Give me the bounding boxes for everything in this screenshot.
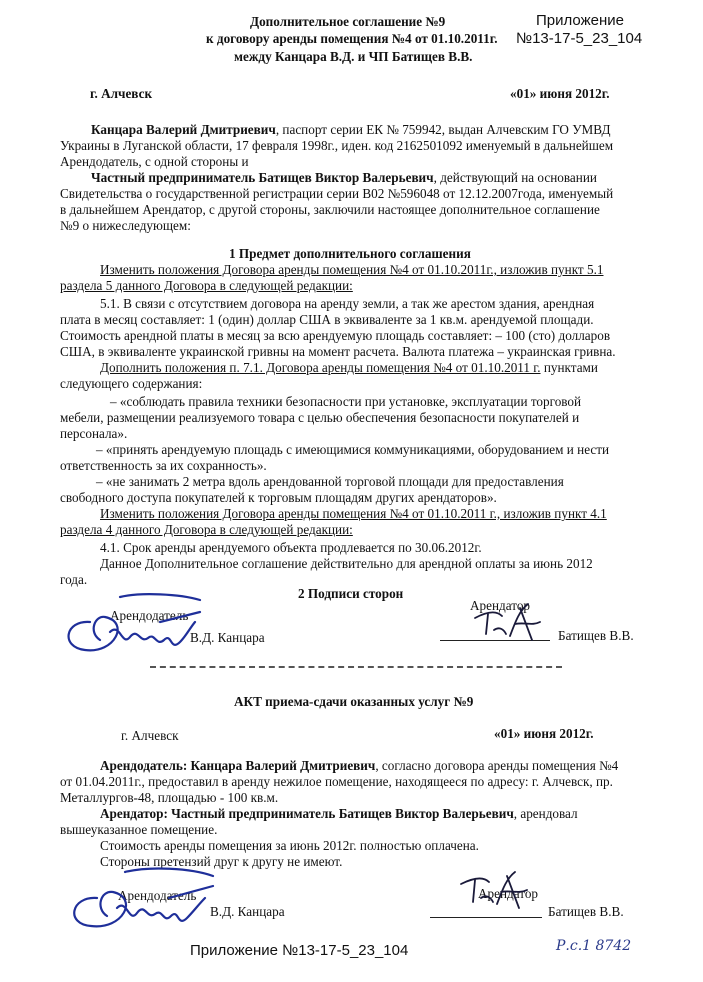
- clause-5-1-line2: плата в месяц составляет: 1 (один) доллар США в эквиваленте за 1 кв.м. арендуемой площади.: [60, 312, 594, 327]
- change-4-1-line1: Изменить положения Договора аренды помещения №4 от 01.10.2011 г., изложив пункт 4.1: [100, 506, 607, 521]
- date: «01» июня 2012г.: [510, 86, 610, 101]
- act-tenant-label: Арендатор: [478, 886, 539, 901]
- act-line4: [100, 806, 578, 823]
- validity-line2: года.: [60, 572, 88, 587]
- act-lessor-name: В.Д. Канцара: [210, 904, 285, 919]
- place: г. Алчевск: [90, 86, 153, 101]
- act-line5: вышеуказанное помещение.: [60, 822, 218, 837]
- party1-text: , паспорт серии ЕК № 759942, выдан Алчевским ГО УМВД: [275, 122, 611, 137]
- change-5-1-line2: раздела 5 данного Договора в следующей редакции:: [60, 278, 353, 293]
- act-lessor-label: Арендодатель: [118, 888, 197, 903]
- act-tenant-signature: [455, 870, 535, 915]
- handwritten-note: Р.с.1 8742: [556, 938, 632, 954]
- validity-line1: Данное Дополнительное соглашение действительно для арендной оплаты за июнь 2012: [100, 556, 593, 571]
- lessor-label: Арендодатель: [110, 608, 189, 623]
- add-7-1-line2: следующего содержания:: [60, 376, 203, 391]
- add-7-1-line1: [100, 360, 598, 377]
- section1-heading: 1 Предмет дополнительного соглашения: [229, 246, 471, 261]
- clause-5-1-line3: Стоимость арендной платы в месяц за всю арендуемую площадь составляет: – 100 (сто) долларов: [60, 328, 611, 343]
- item1-line3: персонала».: [60, 426, 128, 441]
- clause-5-1-line1: 5.1. В связи с отсутствием договора на аренду земли, а так же арестом здания, арендная: [100, 296, 595, 311]
- lessor-signature: [60, 592, 210, 662]
- item1-line2: мебели, размещении реализуемого товара с целью обеспечения безопасности покупателей и: [60, 410, 580, 425]
- tenant-name: Батищев В.В.: [558, 628, 634, 643]
- act-lessor: Арендодатель: Канцара Валерий Дмитриевич: [100, 758, 376, 773]
- party2-line2: Свидетельства о государственной регистрации серии В02 №596048 от 12.12.2007года, именуемый: [60, 186, 614, 201]
- act-title: АКТ приема-сдачи оказанных услуг №9: [234, 694, 474, 709]
- party2-name: Частный предприниматель Батищев Виктор Валерьевич: [91, 170, 434, 185]
- lessor-name: В.Д. Канцара: [190, 630, 265, 645]
- act-line7: Стороны претензий друг к другу не имеют.: [100, 854, 343, 869]
- change-4-1-line2: раздела 4 данного Договора в следующей редакции:: [60, 522, 353, 537]
- appendix-bottom: Приложение №13-17-5_23_104: [190, 942, 409, 959]
- act-line4-text: , арендовал: [513, 806, 578, 821]
- party2-line4: №9 о нижеследующем:: [60, 218, 191, 233]
- agreement-title: Дополнительное соглашение №9: [250, 14, 446, 29]
- act-lessor-signature: [65, 866, 225, 936]
- appendix-number-top: №13-17-5_23_104: [516, 30, 643, 47]
- tenant-label: Арендатор: [470, 598, 531, 613]
- act-tenant-name: Батищев В.В.: [548, 904, 624, 919]
- act-line2: от 01.04.2011г., предоставил в аренду нежилое помещение, находящееся по адресу: г. Алчевск, пр.: [60, 774, 613, 789]
- party1-line1: [91, 122, 611, 139]
- item3-line1: – «не занимать 2 метра вдоль арендованной торговой площади для предоставления: [96, 474, 564, 489]
- add-7-1-tail: пунктами: [540, 360, 598, 375]
- party1-line3: Арендодатель, с одной стороны и: [60, 154, 249, 169]
- act-tenant-signature-line: [430, 917, 542, 918]
- party2-line3: в дальнейшем Арендатор, с другой стороны, заключили настоящее дополнительное соглашение: [60, 202, 600, 217]
- item3-line2: свободного доступа покупателей к торговым площадям других арендаторов».: [60, 490, 497, 505]
- act-place: г. Алчевск: [121, 728, 179, 743]
- party2-line1: [91, 170, 597, 187]
- section2-heading: 2 Подписи сторон: [298, 586, 404, 601]
- act-line1: [100, 758, 618, 775]
- act-date: «01» июня 2012г.: [494, 726, 594, 741]
- agreement-subtitle-contract: к договору аренды помещения №4 от 01.10.2011г.: [206, 31, 498, 46]
- item2-line1: – «принять арендуемую площадь с имеющимися коммуникациями, оборудованием и нести: [96, 442, 610, 457]
- party1-line2: Украины в Луганской области, 17 февраля 1998г., иден. код 2162501092 именуемый в дальнейшем: [60, 138, 614, 153]
- item2-line2: ответственность за их сохранность».: [60, 458, 267, 473]
- act-line1-text: , согласно договора аренды помещения №4: [375, 758, 619, 773]
- item1-line1: – «соблюдать правила техники безопасности при установке, эксплуатации торговой: [110, 394, 582, 409]
- clause-4-1: 4.1. Срок аренды арендуемого объекта продлевается по 30.06.2012г.: [100, 540, 482, 555]
- act-tenant: Арендатор: Частный предприниматель Батищев Виктор Валерьевич: [100, 806, 514, 821]
- agreement-subtitle-parties: между Канцара В.Д. и ЧП Батищев В.В.: [234, 49, 473, 64]
- tenant-signature: [470, 600, 550, 645]
- act-line3: Металлургов-48, площадью - 100 кв.м.: [60, 790, 279, 805]
- party1-name: Канцара Валерий Дмитриевич: [91, 122, 276, 137]
- add-7-1-underlined: Дополнить положения п. 7.1. Договора аренды помещения №4 от 01.10.2011 г.: [100, 360, 541, 375]
- clause-5-1-line4: США, в эквиваленте украинской гривны на момент расчета. Валюта платежа – украинская гривна.: [60, 344, 616, 359]
- appendix-label-top: Приложение: [536, 12, 624, 29]
- act-line6: Стоимость аренды помещения за июнь 2012г. полностью оплачена.: [100, 838, 479, 853]
- section-divider: [150, 666, 562, 668]
- change-5-1-line1: Изменить положения Договора аренды помещения №4 от 01.10.2011г., изложив пункт 5.1: [100, 262, 604, 277]
- party2-text: , действующий на основании: [433, 170, 597, 185]
